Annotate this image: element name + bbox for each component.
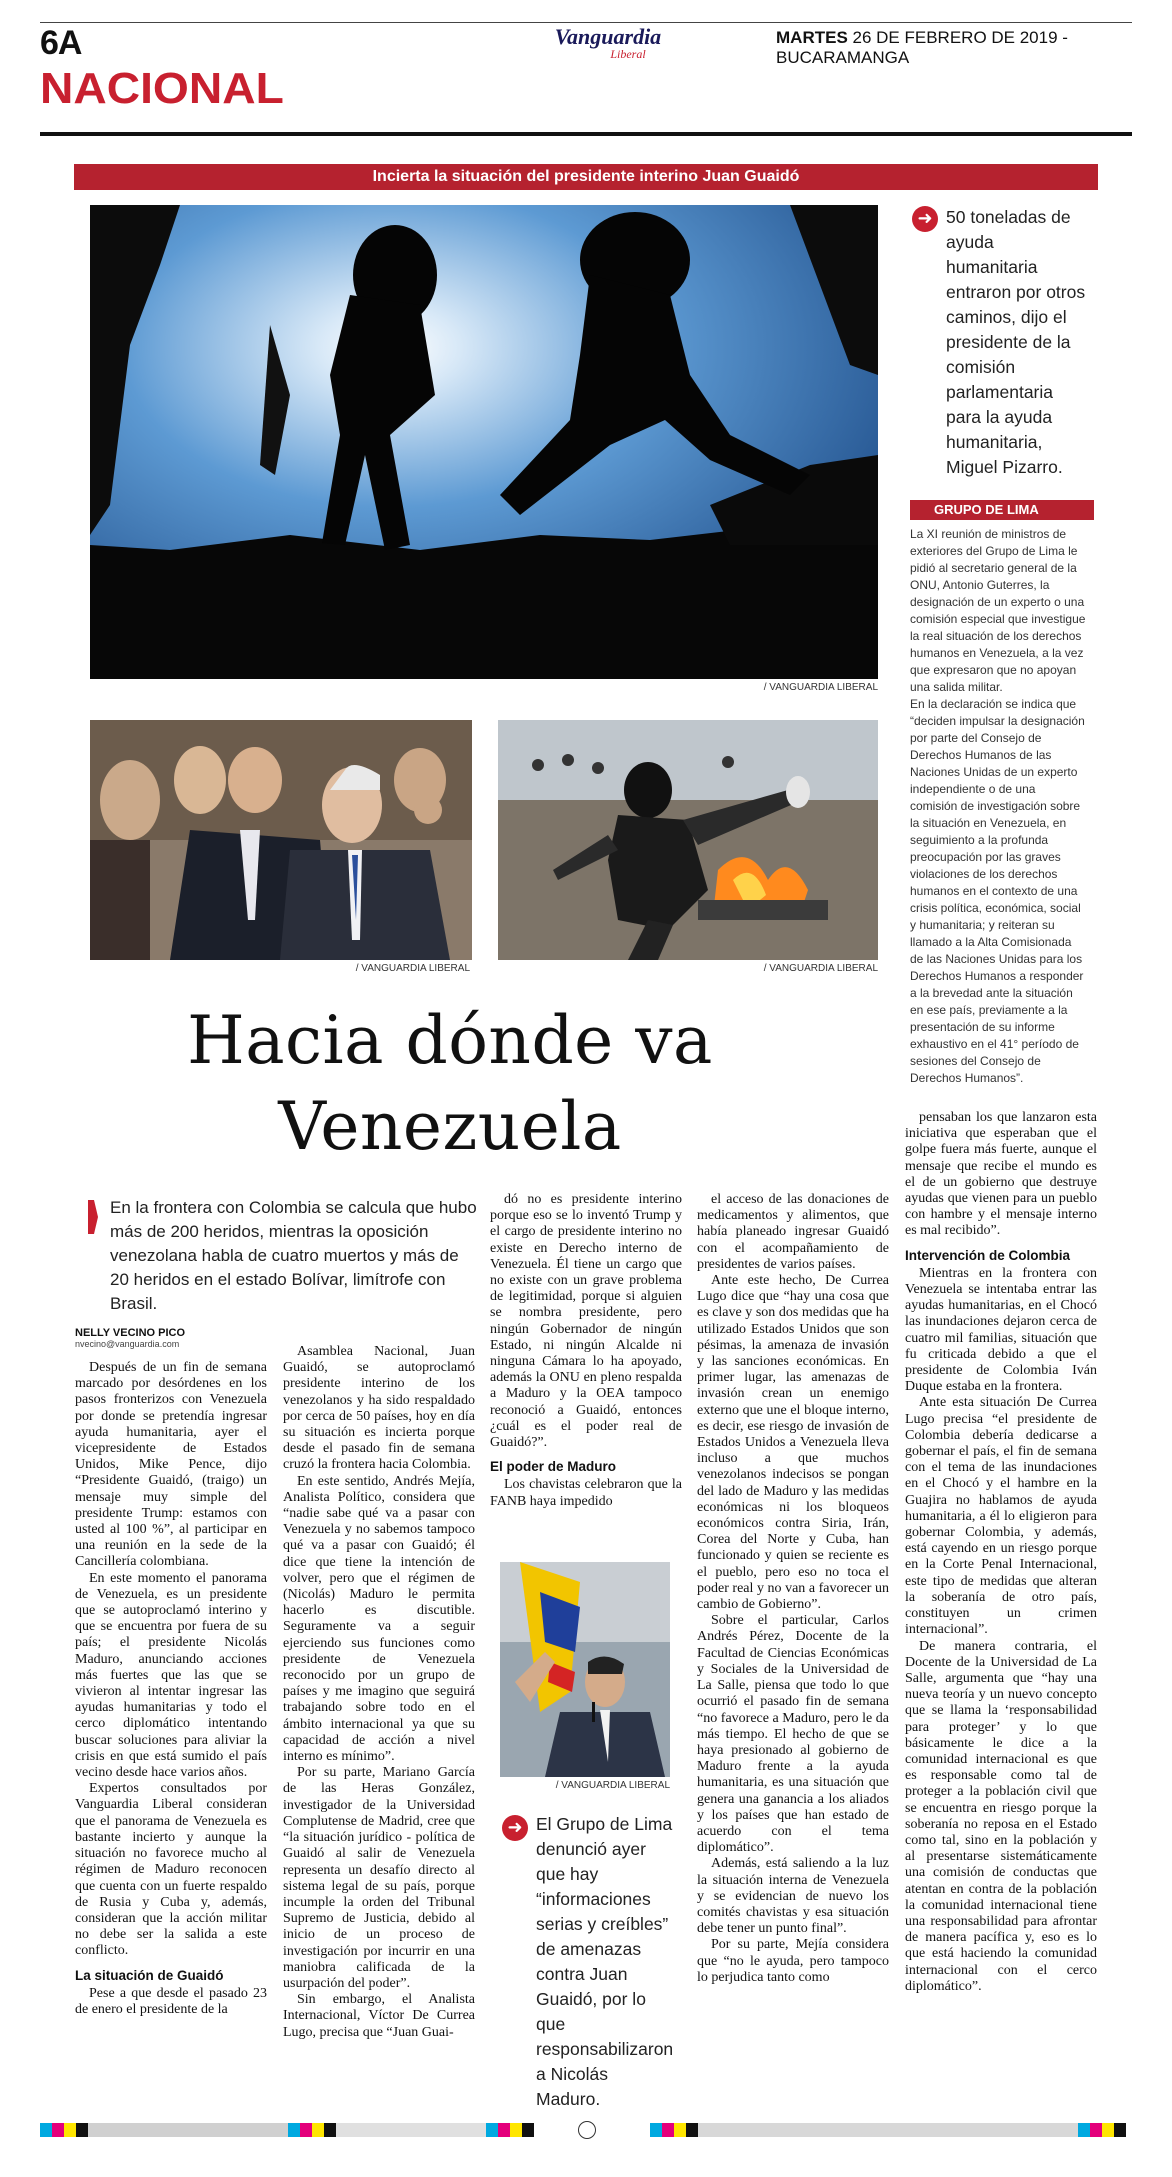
page-number: 6A xyxy=(40,24,82,62)
callout-top: 50 toneladas de ayuda humanitaria entraron por otros caminos, dijo el presidente de la comisión parlamentaria para la ayuda humanitaria, Miguel Pizarro. xyxy=(946,207,1086,477)
dateline xyxy=(776,28,1172,68)
column-5 xyxy=(905,1110,1097,1995)
paragraph: Por su parte, Mejía considera que “no le ayuda, pero tampoco lo perjudica tanto como xyxy=(697,1937,889,1985)
paragraph: pensaban los que lanzaron esta iniciativa que esperaban que el golpe fuera más fuerte, aunque el mensaje que recibe el mundo es el de un gobierno que destruye ayudas que vienen para un pueblo con hambre y el mensaje interno es mal recibido”. xyxy=(905,1110,1097,1239)
newspaper-logo xyxy=(548,26,668,60)
section-title: NACIONAL xyxy=(40,64,284,113)
photo-guaido-pence xyxy=(90,720,472,960)
photo-guaido-flag xyxy=(500,1562,670,1777)
paragraph: Mientras en la frontera con Venezuela se intentaba entrar las ayudas humanitarias, en el Chocó las inundaciones dejaron cerca de cuatro mil familias, situación que fu criticada debido a que el presidente de Colombia Iván Duque estaba en la frontera. xyxy=(905,1265,1097,1395)
sidebar-paragraph: En la declaración se indica que “deciden impulsar la designación por parte del Consejo de Derechos Humanos de las Naciones Unidas de un experto independiente o de una comisión de investigación sobre la situación en Venezuela, en seguimiento a la profunda preocupación por las graves violaciones de los derechos humanos en el contexto de una crisis política, económica, social y humanitaria; y reiteran su llamado a la Alta Comisionada de las Naciones Unidas para los Derechos Humanos a responder a la brevedad ante la situación en ese país, previamente a la presentación de su informe exhaustivo en el 41° período de sesiones del Consejo de Derechos Humanos”. xyxy=(910,697,1085,1085)
column-3 xyxy=(490,1192,682,1510)
paragraph: dó no es presidente interino porque eso se lo inventó Trump y el cargo de presidente interino no existe en Derecho interno de Venezuela. Él tiene un cargo que no existe con un grave problema de legitimidad, porque si alguien se nombra presidente, pero ningún Gobernador de ningún Estado, ni ningún Alcalde ni ninguna Cámara lo ha apoyado, además la ONU en pleno respalda a Maduro y la OEA tampoco reconoció a Guaidó, entonces ¿cuál es el poder real de Guaidó?”. xyxy=(490,1192,682,1451)
photo-credit-3: / VANGUARDIA LIBERAL xyxy=(763,963,878,974)
subheading: Intervención de Colombia xyxy=(905,1247,1071,1263)
lead-paragraph: En la frontera con Colombia se calcula que hubo más de 200 heridos, mientras la oposición venezolana habla de cuatro muertos y más de 20 heridos en el estado Bolívar, limítrofe con Brasil. xyxy=(110,1198,477,1313)
paragraph: Asamblea Nacional, Juan Guaidó, se autoproclamó presidente interino de los venezolanos y ha sido respaldado por cerca de 50 países, hoy en día su situación es incierta porque desde el pasado fin de semana cruzó la frontera hacia Colombia. xyxy=(283,1344,475,1473)
header-top-rule xyxy=(40,22,1132,23)
sidebar-body xyxy=(910,526,1086,1087)
arrow-right-icon: ➜ xyxy=(502,1815,528,1841)
paragraph: Después de un fin de semana marcado por desórdenes en los pasos fronterizos con Venezuela por donde se pretendía ingresar ayuda humanitaria, ayer el vicepresidente de Estados Unidos, Mike Pence, dijo “Presidente Guaidó, (traigo) un mensaje muy simple del presidente Trump: estamos con usted al 100 %”, al participar en una reunión en la sede de la Cancillería colombiana. xyxy=(75,1360,267,1570)
header-rule xyxy=(40,132,1132,136)
photo-credit-2: / VANGUARDIA LIBERAL xyxy=(355,963,470,974)
paragraph: Pese a que desde el pasado 23 de enero el presidente de la xyxy=(75,1985,267,2017)
column-1 xyxy=(75,1360,267,2018)
photo-credit-main: / VANGUARDIA LIBERAL xyxy=(763,682,878,693)
arrow-right-icon: ➜ xyxy=(912,206,938,232)
paragraph: Por su parte, Mariano García de las Heras González, investigador de la Universidad Complutense de Madrid, cree que “la situación jurídico - política de Guaidó al salir de Venezuela representa un desafío directo al sistema legal de su país, porque incumple la orden del Tribunal Supremo de Justicia, debido al inicio de un proceso de investigación por incurrir en una maniobra calificada de la usurpación del poder”. xyxy=(283,1765,475,1991)
byline: NELLY VECINO PICO xyxy=(75,1327,186,1339)
logo-main: Vanguardia xyxy=(554,24,662,49)
column-2 xyxy=(283,1344,475,2041)
date-rest: 26 DE FEBRERO DE 2019 - BUCARAMANGA xyxy=(776,28,1068,67)
headline-line-2: Venezuela xyxy=(278,1088,622,1165)
paragraph: Ante este hecho, De Currea Lugo dice que “hay una cosa que es clave y son dos medidas que ha utilizado Estados Unidos que son pésimas, la amenaza de invasión y las sanciones económicas. En primer lugar, las amenazas de invasión crean un enemigo externo que une el bloque interno, es decir, ese riesgo de invasión de Estados Unidos a Venezuela lleva incluso a que muchos venezolanos indecisos se pongan del lado de Maduro y las medidas económicas ni los bloqueos económicos contra Siria, Irán, Corea del Norte y Cuba, han funcionado y quien se reciente es el pueblo, pero eso no toca el poder real y no van a favorecer un cambio de Gobierno”. xyxy=(697,1273,889,1613)
paragraph: Sin embargo, el Analista Internacional, Víctor De Currea Lugo, precisa que “Juan Guai- xyxy=(283,1992,475,2040)
column-4 xyxy=(697,1192,889,1986)
photo-protester xyxy=(498,720,878,960)
date-day: MARTES xyxy=(776,28,848,47)
sidebar-paragraph: La XI reunión de ministros de exteriores del Grupo de Lima le pidió al secretario general de la ONU, Antonio Guterres, la designación de un experto o una comisión especial que investigue la real situación de los derechos humanos en Venezuela, a la vez que expresaron que no apoyan una salida militar. xyxy=(910,527,1086,694)
paragraph: Los chavistas celebraron que la FANB haya impedido xyxy=(490,1477,682,1509)
paragraph: Sobre el particular, Carlos Andrés Pérez, Docente de la Facultad de Ciencias Económicas y Sociales de la Universidad de La Salle, piensa que todo lo que ocurrió el pasado fin de semana “no favorece a Maduro, pero le da más tiempo. El hecho de que se haya presionado al gobierno de Maduro frente a la ayuda humanitaria, es una situación que genera una ganancia a los aliados y los países que han estado de acuerdo con el tema diplomático”. xyxy=(697,1613,889,1856)
story-banner: Incierta la situación del presidente interino Juan Guaidó xyxy=(74,164,1098,190)
registration-mark-icon xyxy=(578,2121,596,2139)
headline-line-1: Hacia dónde va xyxy=(187,1002,713,1079)
lead-marker xyxy=(88,1200,98,1234)
paragraph: el acceso de las donaciones de medicamentos y alimentos, que había planeado ingresar Guaidó con el acompañamiento de presidentes de varios países. xyxy=(697,1192,889,1272)
byline-email: nvecino@vanguardia.com xyxy=(75,1339,180,1349)
logo-sub: Liberal xyxy=(610,47,646,61)
subheading: El poder de Maduro xyxy=(490,1459,617,1475)
photo-credit-4: / VANGUARDIA LIBERAL xyxy=(555,1780,670,1791)
main-photo xyxy=(90,205,878,679)
subheading: La situación de Guaidó xyxy=(75,1967,224,1983)
callout-mid: El Grupo de Lima denunció ayer que hay “informaciones serias y creíbles” de amenazas contra Juan Guaidó, por lo que responsabilizaron a Nicolás Maduro. xyxy=(536,1814,674,2109)
paragraph: Ante esta situación De Currea Lugo precisa “el presidente de Colombia debería dedicarse a gobernar el país, el fin de semana con el tema de las inundaciones en el Chocó y el hambre en la Guajira no hablamos de ayuda humanitaria, a él lo eligieron para gobernar Colombia, y además, está cayendo en un riesgo porque en la Corte Penal Internacional, este tipo de medidas que alteran la soberanía de otro país, constituyen un crimen internacional”. xyxy=(905,1395,1097,1638)
paragraph: Además, está saliendo a la luz la situación interna de Venezuela y se evidencian de nuevo los comités chavistas y esa situación debe tener un punto final”. xyxy=(697,1856,889,1937)
paragraph: Expertos consultados por Vanguardia Liberal consideran que el panorama de Venezuela es bastante incierto y aunque la situación no favorece mucho al régimen de Maduro reconocen que cuenta con un fuerte respaldo de Rusia y Cuba y, además, consideran que la acción militar no debe ser la salida a este conflicto. xyxy=(75,1781,267,1959)
paragraph: En este momento el panorama de Venezuela, es un presidente que se autoproclamó interino y que se encuentra por fuera de su país; el presidente Nicolás Maduro, anunciando acciones más fuertes que las que se vivieron al intentar ingresar las ayudas humanitarias y todo el cerco diplomático intentando buscar soluciones para aliviar la crisis en que está sumido el país vecino desde hace varios años. xyxy=(75,1570,267,1781)
sidebar-title: GRUPO DE LIMA xyxy=(910,500,1094,520)
paragraph: En este sentido, Andrés Mejía, Analista Político, considera que “nadie sabe qué va a pasar con Venezuela y no sabemos tampoco qué va a pasar con Guaidó; él dice que tiene la intención de volver, pero que el régimen de (Nicolás) Maduro le permita hacerlo es discutible. Seguramente va a seguir ejerciendo sus funciones como presidente de Venezuela reconocido por un grupo de países y me imagino que seguirá trabajando sobre todo en el ámbito internacional ya que su capacidad de acción a nivel interno es mínimo”. xyxy=(283,1473,475,1765)
headline xyxy=(90,998,810,1170)
paragraph: De manera contraria, el Docente de la Universidad de La Salle, argumenta que “hay una nueva teoría y un nuevo concepto que se llama la ‘responsabilidad para proteger’ y lo que básicamente le dice a la comunidad internacional es que es responsable como tal de proteger a la población civil que se encuentra en riesgo porque la soberanía no reposa en el Estado como tal, sino en la población y al presentarse sistemáticamente una comisión de conductas que atentan en contra de la población la comunidad internacional tiene una responsabilidad para afrontar de manera pacífica y, eso es lo que está haciendo la comunidad internacional con el cerco diplomático”. xyxy=(905,1638,1097,1994)
